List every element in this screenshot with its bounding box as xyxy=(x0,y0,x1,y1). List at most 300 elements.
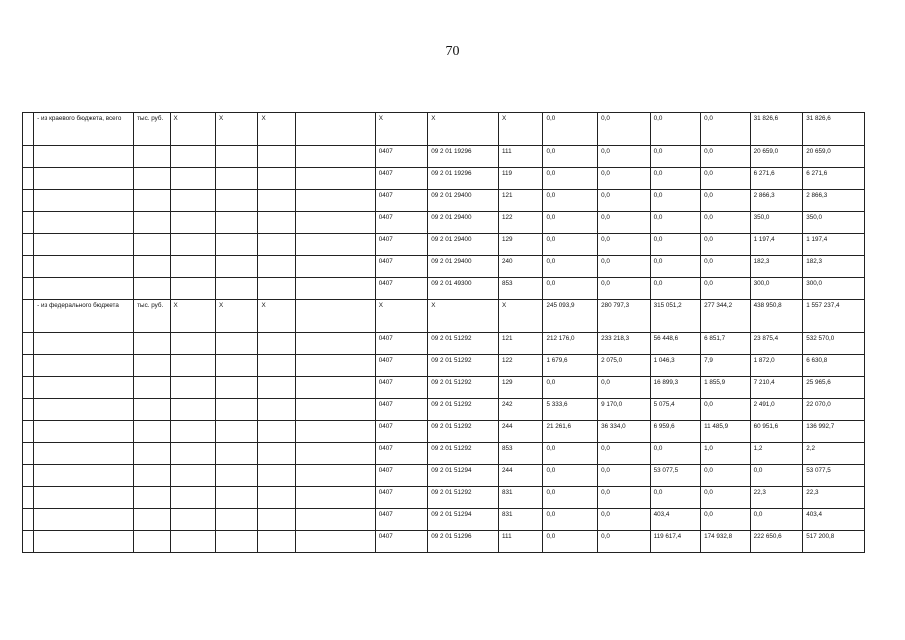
table-cell xyxy=(134,509,170,531)
table-cell: 1 557 237,4 xyxy=(803,300,865,333)
table-cell xyxy=(23,421,34,443)
table-cell: 111 xyxy=(499,531,543,553)
table-cell: 280 797,3 xyxy=(598,300,651,333)
table-cell: 0407 xyxy=(375,377,428,399)
table-cell xyxy=(258,256,295,278)
table-cell: 403,4 xyxy=(803,509,865,531)
table-cell: 1 046,3 xyxy=(650,355,701,377)
table-cell xyxy=(295,355,375,377)
table-cell: 53 077,5 xyxy=(803,465,865,487)
table-cell: 22,3 xyxy=(803,487,865,509)
table-cell: 09 2 01 51296 xyxy=(428,531,499,553)
table-cell: 1 872,0 xyxy=(750,355,803,377)
table-cell xyxy=(23,300,34,333)
table-cell xyxy=(134,421,170,443)
table-cell: 0,0 xyxy=(598,146,651,168)
table-cell xyxy=(134,234,170,256)
table-cell: 1 197,4 xyxy=(750,234,803,256)
table-cell: 22,3 xyxy=(750,487,803,509)
table-cell: 09 2 01 51292 xyxy=(428,399,499,421)
table-cell: 350,0 xyxy=(750,212,803,234)
table-cell: 56 448,6 xyxy=(650,333,701,355)
table-cell xyxy=(34,168,134,190)
table-row xyxy=(23,509,865,531)
table-cell: 350,0 xyxy=(803,212,865,234)
table-cell: 0,0 xyxy=(701,465,751,487)
table-cell xyxy=(23,487,34,509)
table-cell: 0,0 xyxy=(701,399,751,421)
table-row xyxy=(23,212,865,234)
table-cell xyxy=(216,399,258,421)
table-cell xyxy=(134,212,170,234)
table-cell xyxy=(216,443,258,465)
table-cell xyxy=(170,190,215,212)
table-cell: 09 2 01 51292 xyxy=(428,421,499,443)
table-cell: 233 218,3 xyxy=(598,333,651,355)
table-cell xyxy=(216,146,258,168)
table-cell: 1,0 xyxy=(701,443,751,465)
table-cell xyxy=(258,531,295,553)
table-cell: 22 070,0 xyxy=(803,399,865,421)
table-cell xyxy=(216,465,258,487)
table-row xyxy=(23,168,865,190)
table-cell: 0407 xyxy=(375,509,428,531)
table-cell: Х xyxy=(499,300,543,333)
table-cell xyxy=(216,234,258,256)
table-cell xyxy=(23,256,34,278)
table-row xyxy=(23,487,865,509)
table-cell xyxy=(34,278,134,300)
table-cell: Х xyxy=(428,113,499,146)
table-cell: 6 959,6 xyxy=(650,421,701,443)
table-cell: 0,0 xyxy=(701,146,751,168)
table-cell xyxy=(134,256,170,278)
table-cell: 517 200,8 xyxy=(803,531,865,553)
table-cell: 0,0 xyxy=(650,212,701,234)
table-cell: 2,2 xyxy=(803,443,865,465)
table-cell: 0,0 xyxy=(543,256,598,278)
table-cell: 0,0 xyxy=(650,256,701,278)
table-cell xyxy=(170,256,215,278)
table-cell: 09 2 01 51292 xyxy=(428,333,499,355)
table-cell xyxy=(170,421,215,443)
table-cell: - из краевого бюджета, всего xyxy=(34,113,134,146)
table-cell xyxy=(170,465,215,487)
table-cell: 0407 xyxy=(375,443,428,465)
table-cell: 0,0 xyxy=(598,278,651,300)
table-cell: 129 xyxy=(499,377,543,399)
table-cell: 121 xyxy=(499,333,543,355)
table-cell: 1 855,9 xyxy=(701,377,751,399)
table-cell: 0,0 xyxy=(543,212,598,234)
table-cell xyxy=(216,487,258,509)
table-cell xyxy=(295,509,375,531)
table-cell xyxy=(34,377,134,399)
table-cell: 0407 xyxy=(375,256,428,278)
table-cell xyxy=(134,377,170,399)
table-cell xyxy=(216,168,258,190)
table-cell: 31 826,6 xyxy=(803,113,865,146)
table-cell xyxy=(170,168,215,190)
table-cell: 2 075,0 xyxy=(598,355,651,377)
table-cell: 0,0 xyxy=(650,146,701,168)
table-cell xyxy=(216,278,258,300)
table-cell: 53 077,5 xyxy=(650,465,701,487)
table-cell: 09 2 01 49300 xyxy=(428,278,499,300)
table-cell xyxy=(258,487,295,509)
table-cell: 300,0 xyxy=(803,278,865,300)
table-cell: 0407 xyxy=(375,146,428,168)
table-cell xyxy=(258,509,295,531)
table-cell: 0407 xyxy=(375,333,428,355)
table-cell: 0,0 xyxy=(701,212,751,234)
table-cell xyxy=(34,509,134,531)
table-cell: Х xyxy=(216,300,258,333)
table-cell: 277 344,2 xyxy=(701,300,751,333)
table-cell: 0,0 xyxy=(598,377,651,399)
table-cell: 0407 xyxy=(375,421,428,443)
table-cell: 9 170,0 xyxy=(598,399,651,421)
table-cell xyxy=(295,531,375,553)
table-cell xyxy=(295,399,375,421)
table-cell: 0,0 xyxy=(598,509,651,531)
table-cell xyxy=(23,377,34,399)
table-cell: 2 866,3 xyxy=(750,190,803,212)
table-cell: 0,0 xyxy=(650,278,701,300)
table-cell: 0,0 xyxy=(543,487,598,509)
table-cell: 1,2 xyxy=(750,443,803,465)
table-cell xyxy=(134,333,170,355)
table-cell: 5 333,6 xyxy=(543,399,598,421)
table-cell: 0,0 xyxy=(598,465,651,487)
table-cell: 16 899,3 xyxy=(650,377,701,399)
table-cell xyxy=(23,465,34,487)
table-cell: 0,0 xyxy=(543,443,598,465)
table-cell xyxy=(23,355,34,377)
table-cell: 0407 xyxy=(375,355,428,377)
table-cell: 0407 xyxy=(375,487,428,509)
table-cell xyxy=(216,256,258,278)
table-cell: 129 xyxy=(499,234,543,256)
table-row xyxy=(23,190,865,212)
table-cell xyxy=(34,190,134,212)
table-cell: - из федерального бюджета xyxy=(34,300,134,333)
table-group-row xyxy=(23,300,865,333)
table-row xyxy=(23,278,865,300)
table-cell: 0,0 xyxy=(701,168,751,190)
table-cell: 0407 xyxy=(375,531,428,553)
table-cell xyxy=(23,531,34,553)
table-cell xyxy=(34,212,134,234)
table-cell: 174 932,8 xyxy=(701,531,751,553)
table-cell xyxy=(295,421,375,443)
table-cell xyxy=(295,256,375,278)
table-cell: 0,0 xyxy=(543,377,598,399)
table-cell: 0,0 xyxy=(650,487,701,509)
table-cell: 0,0 xyxy=(701,190,751,212)
table-cell xyxy=(258,421,295,443)
table-cell xyxy=(23,399,34,421)
table-cell xyxy=(258,399,295,421)
table-cell: 2 866,3 xyxy=(803,190,865,212)
table-cell: 0407 xyxy=(375,399,428,421)
table-cell: 0,0 xyxy=(650,234,701,256)
table-cell: 20 659,0 xyxy=(803,146,865,168)
table-cell xyxy=(134,399,170,421)
table-cell xyxy=(23,212,34,234)
table-cell: 0407 xyxy=(375,212,428,234)
table-cell: 0,0 xyxy=(701,234,751,256)
table-row xyxy=(23,377,865,399)
table-cell: 0,0 xyxy=(750,465,803,487)
table-cell xyxy=(134,146,170,168)
table-cell: 09 2 01 51294 xyxy=(428,509,499,531)
table-cell: Х xyxy=(170,300,215,333)
table-cell xyxy=(216,421,258,443)
table-cell: 0407 xyxy=(375,190,428,212)
table-cell: 0,0 xyxy=(598,234,651,256)
table-cell: 1 197,4 xyxy=(803,234,865,256)
table-cell xyxy=(34,333,134,355)
table-cell xyxy=(258,212,295,234)
table-cell xyxy=(170,355,215,377)
table-cell: 0,0 xyxy=(650,443,701,465)
table-cell: 25 965,6 xyxy=(803,377,865,399)
table-cell xyxy=(34,465,134,487)
table-cell xyxy=(34,256,134,278)
table-cell: 7,9 xyxy=(701,355,751,377)
table-cell: 20 659,0 xyxy=(750,146,803,168)
table-cell xyxy=(34,531,134,553)
table-cell xyxy=(295,113,375,146)
table-cell xyxy=(170,509,215,531)
table-cell: 6 851,7 xyxy=(701,333,751,355)
table-cell xyxy=(170,443,215,465)
table-cell xyxy=(216,212,258,234)
table-row xyxy=(23,355,865,377)
table-cell: 0,0 xyxy=(598,443,651,465)
table-cell: 60 951,6 xyxy=(750,421,803,443)
table-cell: 119 617,4 xyxy=(650,531,701,553)
table-group-row xyxy=(23,113,865,146)
table-cell: 853 xyxy=(499,443,543,465)
table-cell: 0,0 xyxy=(598,190,651,212)
table-cell: 09 2 01 51292 xyxy=(428,377,499,399)
table-cell: 403,4 xyxy=(650,509,701,531)
table-cell: 0,0 xyxy=(543,509,598,531)
table-cell xyxy=(216,355,258,377)
table-cell: 0,0 xyxy=(543,531,598,553)
table-cell: 0,0 xyxy=(701,509,751,531)
table-cell xyxy=(295,487,375,509)
table-cell: 315 051,2 xyxy=(650,300,701,333)
table-cell: 853 xyxy=(499,278,543,300)
table-cell: Х xyxy=(428,300,499,333)
table-cell: 0,0 xyxy=(598,168,651,190)
table-cell: 09 2 01 29400 xyxy=(428,256,499,278)
table-cell: Х xyxy=(375,300,428,333)
table-cell xyxy=(23,190,34,212)
table-cell: 532 570,0 xyxy=(803,333,865,355)
table-cell xyxy=(295,212,375,234)
table-cell xyxy=(216,377,258,399)
table-cell: Х xyxy=(258,300,295,333)
table-cell: 1 679,6 xyxy=(543,355,598,377)
table-cell: 831 xyxy=(499,487,543,509)
table-cell xyxy=(34,443,134,465)
table-cell xyxy=(295,465,375,487)
table-cell: 0,0 xyxy=(598,256,651,278)
table-cell xyxy=(34,399,134,421)
table-cell xyxy=(134,168,170,190)
table-cell xyxy=(258,355,295,377)
table-cell xyxy=(295,300,375,333)
table-cell: 0,0 xyxy=(543,190,598,212)
table-cell: 5 075,4 xyxy=(650,399,701,421)
table-cell: Х xyxy=(170,113,215,146)
table-cell: 212 176,0 xyxy=(543,333,598,355)
table-cell xyxy=(170,234,215,256)
table-row xyxy=(23,531,865,553)
table-cell xyxy=(258,377,295,399)
table-cell xyxy=(134,278,170,300)
table-cell xyxy=(170,333,215,355)
table-cell: 831 xyxy=(499,509,543,531)
table-cell: 182,3 xyxy=(803,256,865,278)
table-cell: 6 271,6 xyxy=(803,168,865,190)
table-cell: 0,0 xyxy=(701,487,751,509)
table-cell: 0,0 xyxy=(543,465,598,487)
table-cell xyxy=(295,377,375,399)
table-cell: 182,3 xyxy=(750,256,803,278)
table-cell xyxy=(34,421,134,443)
table-cell: 122 xyxy=(499,212,543,234)
table-cell xyxy=(34,234,134,256)
table-cell: 245 093,9 xyxy=(543,300,598,333)
table-cell: 0,0 xyxy=(543,278,598,300)
table-cell xyxy=(23,234,34,256)
table-cell: 6 271,6 xyxy=(750,168,803,190)
table-cell: 11 485,9 xyxy=(701,421,751,443)
table-cell: тыс. руб. xyxy=(134,300,170,333)
table-cell: 222 650,6 xyxy=(750,531,803,553)
table-cell: 09 2 01 51292 xyxy=(428,487,499,509)
table-cell xyxy=(134,465,170,487)
table-cell xyxy=(295,443,375,465)
table-cell: 0,0 xyxy=(650,190,701,212)
table-cell: 0,0 xyxy=(701,113,751,146)
table-cell: 240 xyxy=(499,256,543,278)
table-cell: 09 2 01 29400 xyxy=(428,212,499,234)
page-number: 70 xyxy=(445,44,460,59)
table-cell: 31 826,6 xyxy=(750,113,803,146)
table-cell: 0407 xyxy=(375,234,428,256)
table-cell: 244 xyxy=(499,465,543,487)
table-cell xyxy=(258,465,295,487)
table-cell: 111 xyxy=(499,146,543,168)
table-cell xyxy=(34,355,134,377)
table-cell xyxy=(134,190,170,212)
table-cell: 0,0 xyxy=(650,113,701,146)
table-cell xyxy=(258,234,295,256)
table-cell xyxy=(170,146,215,168)
table-row xyxy=(23,443,865,465)
table-cell xyxy=(216,190,258,212)
table-cell: 0,0 xyxy=(543,113,598,146)
table-cell: 0407 xyxy=(375,168,428,190)
table-cell xyxy=(23,168,34,190)
table-cell xyxy=(295,190,375,212)
table-cell xyxy=(34,146,134,168)
table-cell xyxy=(170,487,215,509)
table-cell: 09 2 01 29400 xyxy=(428,234,499,256)
table-row xyxy=(23,146,865,168)
table-cell xyxy=(170,377,215,399)
table-cell xyxy=(170,212,215,234)
table-cell: 0,0 xyxy=(598,212,651,234)
table-cell xyxy=(134,443,170,465)
table-cell xyxy=(258,333,295,355)
table-cell: 0407 xyxy=(375,465,428,487)
table-cell: 0,0 xyxy=(650,168,701,190)
table-cell xyxy=(258,190,295,212)
table-cell: 09 2 01 19296 xyxy=(428,168,499,190)
table-row xyxy=(23,421,865,443)
table-cell: 0,0 xyxy=(750,509,803,531)
table-cell: 6 630,8 xyxy=(803,355,865,377)
table-cell: 0,0 xyxy=(598,487,651,509)
table-cell: Х xyxy=(375,113,428,146)
table-row xyxy=(23,465,865,487)
table-cell: 0,0 xyxy=(701,256,751,278)
table-cell xyxy=(23,333,34,355)
table-cell: 09 2 01 19296 xyxy=(428,146,499,168)
table-cell: Х xyxy=(499,113,543,146)
table-cell xyxy=(170,399,215,421)
table-cell: 21 261,6 xyxy=(543,421,598,443)
table-cell xyxy=(170,278,215,300)
table-row xyxy=(23,399,865,421)
table-cell: Х xyxy=(216,113,258,146)
table-cell xyxy=(295,168,375,190)
table-cell: 09 2 01 51292 xyxy=(428,443,499,465)
table-cell xyxy=(170,531,215,553)
table-row xyxy=(23,333,865,355)
table-cell xyxy=(23,443,34,465)
table-cell: 300,0 xyxy=(750,278,803,300)
table-cell: 0,0 xyxy=(598,531,651,553)
table-cell: Х xyxy=(258,113,295,146)
table-cell xyxy=(134,355,170,377)
table-cell: 2 491,0 xyxy=(750,399,803,421)
table-cell xyxy=(216,531,258,553)
table-cell: 36 334,0 xyxy=(598,421,651,443)
table-row xyxy=(23,234,865,256)
table-cell: 242 xyxy=(499,399,543,421)
table-cell: 119 xyxy=(499,168,543,190)
table-cell: 0,0 xyxy=(543,168,598,190)
table-cell: 7 210,4 xyxy=(750,377,803,399)
table-cell xyxy=(258,443,295,465)
table-cell: 09 2 01 29400 xyxy=(428,190,499,212)
table-cell xyxy=(295,333,375,355)
table-cell: 438 950,8 xyxy=(750,300,803,333)
table-cell: 244 xyxy=(499,421,543,443)
table-row xyxy=(23,256,865,278)
table-cell: 0,0 xyxy=(543,234,598,256)
table-cell xyxy=(134,531,170,553)
table-cell: 122 xyxy=(499,355,543,377)
